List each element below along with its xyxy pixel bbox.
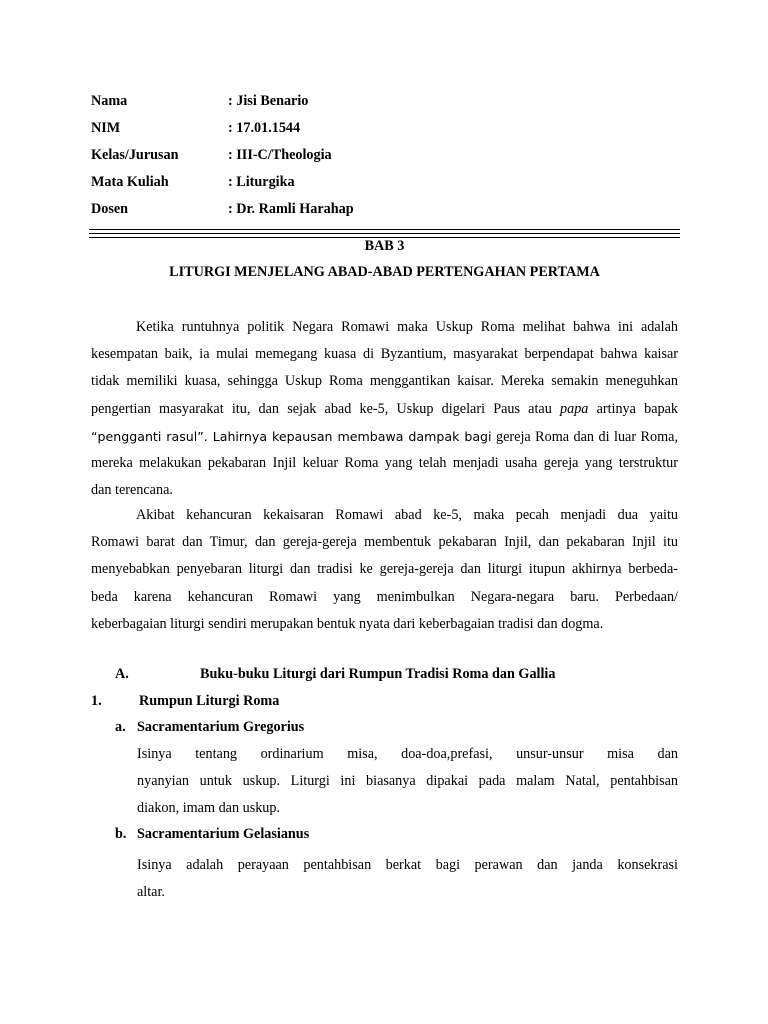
info-value: : III-C/Theologia — [228, 147, 332, 163]
section-a-title: Buku-buku Liturgi dari Rumpun Tradisi Roma dan Gallia — [200, 666, 556, 682]
chapter-title: LITURGI MENJELANG ABAD-ABAD PERTENGAHAN PERTAMA — [169, 264, 600, 280]
info-value: : 17.01.1544 — [228, 120, 301, 136]
item-a-title: Sacramentarium Gregorius — [137, 719, 305, 735]
text-line: nyanyian untuk uskup. Liturgi ini biasanya dipakai pada malam Natal, pentahbisan — [137, 773, 678, 790]
text-line: artinya bapak — [596, 400, 679, 417]
text-line: Isinya adalah perayaan pentahbisan berkat bagi perawan dan janda konsekrasi — [137, 857, 678, 873]
italic-term: papa — [560, 400, 589, 417]
text-line: Akibat kehancuran kekaisaran Romawi abad ke-5, maka pecah menjadi dua yaitu — [136, 507, 678, 523]
text-line: Isinya tentang ordinarium misa, doa-doa,prefasi, unsur-unsur misa dan — [137, 746, 678, 762]
text-line: diakon, imam dan uskup. — [137, 800, 281, 817]
section-1-title: Rumpun Liturgi Roma — [139, 693, 280, 709]
info-label: NIM — [91, 120, 121, 136]
paragraph-1 — [91, 314, 678, 504]
text-line: mereka melakukan pekabaran Injil keluar Roma yang telah menjadi usaha gereja yang terstruktur — [91, 454, 678, 471]
info-label: Kelas/Jurusan — [91, 147, 179, 163]
text-line: dan terencana. — [91, 482, 173, 499]
section-1-marker: 1. — [91, 693, 102, 709]
item-a-marker: a. — [115, 719, 126, 735]
text-line: pengertian masyarakat itu, dan sejak abad ke-5, Uskup digelari Paus atau — [91, 400, 552, 417]
info-value: : Dr. Ramli Harahap — [228, 201, 354, 217]
paragraph-2 — [91, 502, 678, 638]
text-line: beda karena kehancuran Romawi yang menimbulkan Negara-negara baru. Perbedaan/ — [91, 588, 678, 605]
info-value: : Liturgika — [228, 174, 295, 190]
text-line: Romawi barat dan Timur, dan gereja-gereja membentuk pekabaran Injil, dan pekabaran Injil itu — [91, 534, 678, 551]
text-line: menyebabkan penyebaran liturgi dan tradisi ke gereja-gereja dan liturgi itupun akhirnya berbeda- — [91, 561, 678, 578]
chapter-label: BAB 3 — [364, 238, 405, 254]
text-line: kesempatan baik, ia mulai memegang kuasa di Byzantium, masyarakat berpendapat bahwa kaisar — [91, 346, 678, 363]
section-a-marker: A. — [115, 666, 129, 682]
divider-top — [89, 229, 680, 230]
info-label: Dosen — [91, 201, 129, 217]
info-label: Mata Kuliah — [91, 174, 169, 190]
text-line: gereja Roma dan di luar Roma, — [496, 428, 678, 445]
item-b-title: Sacramentarium Gelasianus — [137, 826, 310, 842]
item-b-body — [137, 852, 678, 906]
text-line: Ketika runtuhnya politik Negara Romawi maka Uskup Roma melihat bahwa ini adalah — [136, 319, 678, 335]
text-line: tidak memiliki kuasa, sehingga Uskup Roma menggantikan kaisar. Mereka semakin meneguhkan — [91, 373, 678, 390]
text-line: altar. — [137, 884, 165, 901]
info-label: Nama — [91, 93, 128, 109]
text-line: keberbagaian liturgi sendiri merupakan bentuk nyata dari keberbagaian tradisi dan dogma. — [91, 615, 604, 632]
item-a-body — [137, 741, 678, 823]
text-line-sans: “pengganti rasul”. Lahirnya kepausan membawa dampak bagi — [91, 428, 492, 444]
info-value: : Jisi Benario — [228, 93, 309, 109]
divider-middle — [89, 233, 680, 234]
item-b-marker: b. — [115, 826, 127, 842]
